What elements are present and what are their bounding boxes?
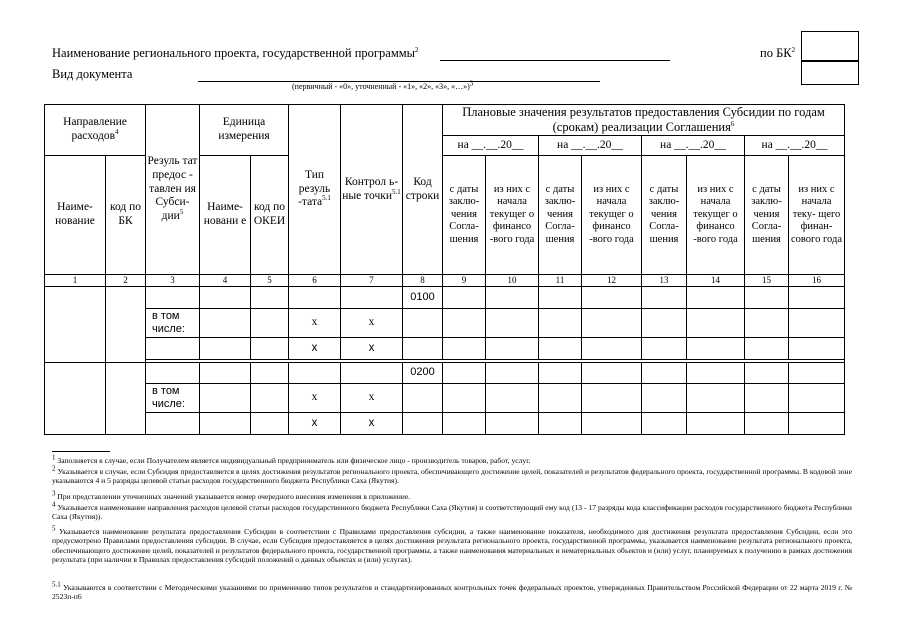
cell-value[interactable] xyxy=(443,287,486,309)
bk-label-text: по БК xyxy=(760,46,792,60)
cell-okei[interactable] xyxy=(251,413,289,435)
cell-value[interactable] xyxy=(789,309,845,338)
col-number: 1 xyxy=(45,275,106,287)
header-result xyxy=(146,105,200,275)
footnote-2-num: 2 xyxy=(52,464,56,473)
cell-value[interactable] xyxy=(486,413,539,435)
cell-code[interactable] xyxy=(403,384,443,413)
header-plan-sup: 6 xyxy=(730,119,735,128)
cell-value[interactable] xyxy=(486,338,539,360)
cell-value[interactable] xyxy=(582,384,642,413)
cell-okei[interactable] xyxy=(251,287,289,309)
cell-value[interactable] xyxy=(443,363,486,384)
header-direction xyxy=(45,105,146,156)
project-title-label xyxy=(52,46,419,61)
cell-result[interactable] xyxy=(146,413,200,435)
cell-unit-name[interactable] xyxy=(200,384,251,413)
cell-okei[interactable] xyxy=(251,338,289,360)
header-unit-name: Наиме- новани е xyxy=(200,156,251,275)
bk-code-box-bottom[interactable] xyxy=(801,60,859,85)
col-number: 12 xyxy=(582,275,642,287)
table-row xyxy=(45,363,845,384)
header-direction-sup: 4 xyxy=(115,128,119,137)
cell-value[interactable] xyxy=(486,384,539,413)
col-number: 15 xyxy=(745,275,789,287)
col-number: 11 xyxy=(539,275,582,287)
cell-type[interactable] xyxy=(289,363,341,384)
bk-label xyxy=(760,46,795,61)
column-number-row xyxy=(45,275,845,287)
cell-value[interactable] xyxy=(582,363,642,384)
cell-value[interactable] xyxy=(443,338,486,360)
cell-code[interactable] xyxy=(403,338,443,360)
col-number: 10 xyxy=(486,275,539,287)
footnote-separator xyxy=(52,451,110,452)
footnote-5 xyxy=(52,524,852,565)
cell-type-x: x xyxy=(289,384,341,413)
cell-code[interactable] xyxy=(403,309,443,338)
cell-value[interactable] xyxy=(789,287,845,309)
cell-value[interactable] xyxy=(486,309,539,338)
header-control-sup: 5.1 xyxy=(391,187,401,196)
footnote-5-1-num: 5.1 xyxy=(52,580,61,589)
cell-unit-name[interactable] xyxy=(200,309,251,338)
cell-value[interactable] xyxy=(539,309,582,338)
cell-value[interactable] xyxy=(642,338,687,360)
cell-direction-code[interactable] xyxy=(106,287,146,363)
header-type xyxy=(289,105,341,275)
header-bk-code: код по БК xyxy=(106,156,146,275)
sub-agreement-1: с даты заклю- чения Согла- шения xyxy=(443,156,486,275)
cell-unit-name[interactable] xyxy=(200,287,251,309)
footnote-1-num: 1 xyxy=(52,453,56,462)
cell-value[interactable] xyxy=(745,384,789,413)
cell-value[interactable] xyxy=(539,413,582,435)
footnote-5-num: 5 xyxy=(52,524,56,533)
footnote-4 xyxy=(52,500,852,522)
header-type-sup: 5.1 xyxy=(322,194,331,203)
header-control xyxy=(341,105,403,275)
cell-value[interactable] xyxy=(582,309,642,338)
footnote-4-text: Указывается наименование направления расходов целевой статьи расходов государственного бюджета Республики Саха (Якутия) и соответствующий ему код (13 - 17 разряды кода классификации расходов государственного бюджета Республики Саха (Якутия)). xyxy=(52,503,852,522)
table-row xyxy=(45,309,845,338)
cell-result[interactable] xyxy=(146,363,200,384)
header-result-text: Резуль тат предос - тавлен ия Субси- дии xyxy=(147,155,198,223)
header-plan xyxy=(443,105,845,136)
cell-including: в том числе: xyxy=(146,384,200,413)
doc-type-note xyxy=(292,79,474,91)
table-row xyxy=(45,287,845,309)
cell-okei[interactable] xyxy=(251,384,289,413)
cell-type[interactable] xyxy=(289,287,341,309)
cell-value[interactable] xyxy=(582,338,642,360)
footnote-3 xyxy=(52,489,852,501)
cell-value[interactable] xyxy=(789,384,845,413)
col-number: 2 xyxy=(106,275,146,287)
cell-value[interactable] xyxy=(687,363,745,384)
cell-value[interactable] xyxy=(443,413,486,435)
header-code: Код строки xyxy=(403,105,443,275)
doc-type-label: Вид документа xyxy=(52,67,133,81)
footnote-5-1 xyxy=(52,580,852,602)
sub-agreement-3: с даты заклю- чения Согла- шения xyxy=(642,156,687,275)
cell-value[interactable] xyxy=(642,413,687,435)
cell-unit-name[interactable] xyxy=(200,413,251,435)
sub-agreement-4: с даты заклю- чения Согла- шения xyxy=(745,156,789,275)
header-control-text: Контрол ь-ные точки xyxy=(342,175,399,202)
footnote-1-text: Заполняется в случае, если Получателем является индивидуальный предприниматель или физическое лицо - производитель товаров, работ, услуг. xyxy=(57,456,531,465)
cell-value[interactable] xyxy=(745,309,789,338)
cell-type-x: x xyxy=(289,413,341,435)
header-direction-text: Направление расходов xyxy=(63,116,127,142)
cell-value[interactable] xyxy=(687,413,745,435)
cell-control-x: x xyxy=(341,413,403,435)
bk-code-box-top[interactable] xyxy=(801,31,859,62)
header-name: Наиме- нование xyxy=(45,156,106,275)
footnote-2-text: Указывается в случае, если Субсидия предоставляется в целях достижения результатов регионального проекта, обеспечивающего достижение целей, показателей и результатов федерального проекта, государственной программы. В кодовой зоне указываются 4 и 5 разряды целевой статьи расходов государственного бюджета Республики Саха (Якутия). xyxy=(52,467,852,486)
cell-type-x: x xyxy=(289,338,341,360)
col-number: 4 xyxy=(200,275,251,287)
cell-control-x: x xyxy=(341,384,403,413)
cell-unit-name[interactable] xyxy=(200,338,251,360)
cell-code[interactable] xyxy=(403,413,443,435)
period-4: на __.__.20__ xyxy=(745,136,845,156)
footnote-1 xyxy=(52,453,852,465)
cell-value[interactable] xyxy=(789,338,845,360)
header-plan-text: Плановые значения результатов предоставления Субсидии по годам (срокам) реализации Соглашения xyxy=(462,105,825,134)
cell-value[interactable] xyxy=(687,338,745,360)
cell-value[interactable] xyxy=(789,413,845,435)
cell-value[interactable] xyxy=(443,309,486,338)
col-number: 8 xyxy=(403,275,443,287)
footnote-5-text: Указывается наименование результата предоставления Субсидии в соответствии с Правилами предоставления субсидии, а также наименование показателя, необходимого для достижения результата предоставления Субсидии, если это предусмотрено Правилами предоставления субсидии. В случае, если Субсидия предоставляется в целях достижения результата регионального проекта, государственной программы, указывается наименование результата регионального проекта, обеспечивающего достижение целей, показателей и результатов федерального проекта, государственной программы, а также наименования материальных и нематериальных объектов и (или) услуг, планируемых к получению в рамках достижения результата (при наличии в Правилах предоставления субсидий положений о данных объектах и (или) услугах). xyxy=(52,527,852,565)
project-title-text: Наименование регионального проекта, государственной программы xyxy=(52,46,416,60)
cell-control[interactable] xyxy=(341,363,403,384)
sub-agreement-2: с даты заклю- чения Согла- шения xyxy=(539,156,582,275)
cell-direction-name[interactable] xyxy=(45,363,106,435)
cell-control-x: x xyxy=(341,338,403,360)
cell-value[interactable] xyxy=(687,384,745,413)
col-number: 9 xyxy=(443,275,486,287)
cell-value[interactable] xyxy=(642,363,687,384)
footnote-4-num: 4 xyxy=(52,500,56,509)
cell-value[interactable] xyxy=(687,309,745,338)
cell-value[interactable] xyxy=(582,413,642,435)
table-row xyxy=(45,413,845,435)
cell-value[interactable] xyxy=(539,287,582,309)
cell-value[interactable] xyxy=(745,413,789,435)
doc-type-note-sup: 3 xyxy=(469,79,474,88)
col-number: 5 xyxy=(251,275,289,287)
cell-control-x: x xyxy=(341,309,403,338)
footnote-3-num: 3 xyxy=(52,489,56,498)
sub-year-1: из них с начала текущег о финансо -вого года xyxy=(486,156,539,275)
cell-value[interactable] xyxy=(486,287,539,309)
cell-result[interactable] xyxy=(146,338,200,360)
sub-year-2: из них с начала текущег о финансо -вого года xyxy=(582,156,642,275)
cell-direction-name[interactable] xyxy=(45,287,106,363)
cell-value[interactable] xyxy=(642,287,687,309)
period-2: на __.__.20__ xyxy=(539,136,642,156)
cell-value[interactable] xyxy=(582,287,642,309)
footnote-2 xyxy=(52,464,852,486)
col-number: 3 xyxy=(146,275,200,287)
cell-value[interactable] xyxy=(687,287,745,309)
cell-value[interactable] xyxy=(745,338,789,360)
cell-okei[interactable] xyxy=(251,363,289,384)
period-3: на __.__.20__ xyxy=(642,136,745,156)
col-number: 13 xyxy=(642,275,687,287)
cell-result[interactable] xyxy=(146,287,200,309)
cell-value[interactable] xyxy=(745,287,789,309)
results-table xyxy=(44,104,845,435)
header-type-text: Тип резуль -тата xyxy=(298,168,331,209)
cell-value[interactable] xyxy=(642,384,687,413)
cell-value[interactable] xyxy=(539,338,582,360)
cell-type-x: x xyxy=(289,309,341,338)
cell-value[interactable] xyxy=(443,384,486,413)
header-unit: Единица измерения xyxy=(200,105,289,156)
sub-year-4: из них с начала теку- щего финан- сового года xyxy=(789,156,845,275)
cell-value[interactable] xyxy=(486,363,539,384)
col-number: 14 xyxy=(687,275,745,287)
cell-okei[interactable] xyxy=(251,309,289,338)
footnote-5-1-text: Указываются в соответствии с Методическими указаниями по применению типов результатов и стандартизированных контрольных точек федеральных проектов, утвержденных Правительством Российской Федерации от 22 марта 2019 г. № 2523п-п6 xyxy=(52,583,852,602)
table-row xyxy=(45,338,845,360)
project-title-line[interactable] xyxy=(440,60,670,61)
cell-value[interactable] xyxy=(539,384,582,413)
cell-value[interactable] xyxy=(539,363,582,384)
cell-unit-name[interactable] xyxy=(200,363,251,384)
cell-value[interactable] xyxy=(745,363,789,384)
footnote-3-text: При представлении уточненных значений указывается номер очередного внесения изменения в приложение. xyxy=(57,492,411,501)
doc-type-note-text: (первичный - «0», уточненный - «1», «2», «3», «…») xyxy=(292,82,470,91)
project-title-sup: 2 xyxy=(415,45,419,54)
cell-direction-code[interactable] xyxy=(106,363,146,435)
cell-control[interactable] xyxy=(341,287,403,309)
bk-label-sup: 2 xyxy=(791,45,796,54)
sub-year-3: из них с начала текущег о финансо -вого года xyxy=(687,156,745,275)
table-row xyxy=(45,384,845,413)
cell-value[interactable] xyxy=(642,309,687,338)
cell-including: в том числе: xyxy=(146,309,200,338)
col-number: 7 xyxy=(341,275,403,287)
col-number: 6 xyxy=(289,275,341,287)
cell-value[interactable] xyxy=(789,363,845,384)
cell-code: 0100 xyxy=(403,287,443,309)
cell-code: 0200 xyxy=(403,363,443,384)
period-1: на __.__.20__ xyxy=(443,136,539,156)
header-result-sup: 5 xyxy=(179,208,184,217)
header-okei: код по ОКЕИ xyxy=(251,156,289,275)
col-number: 16 xyxy=(789,275,845,287)
